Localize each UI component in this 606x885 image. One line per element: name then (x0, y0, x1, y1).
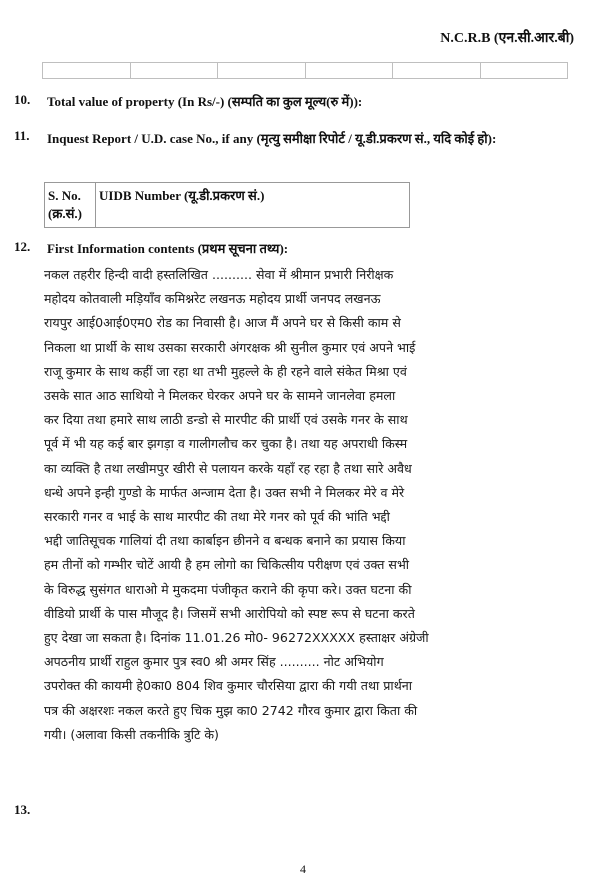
serial-number-label-hindi: (क्र.सं.) (48, 206, 82, 221)
section-number: 10. (14, 92, 31, 107)
table-cell (393, 63, 481, 79)
fir-text-line: अपठनीय प्रार्थी राहुल कुमार पुत्र स्व0 श्री अमर सिंह .......... नोट अभियोग (44, 654, 384, 670)
property-value-table (42, 62, 568, 79)
section-label: First Information contents (प्रथम सूचना तथ्य): (47, 241, 289, 256)
fir-text-line: नकल तहरीर हिन्दी वादी हस्तलिखित .......... सेवा में श्रीमान प्रभारी निरीक्षक (44, 267, 394, 282)
section-number: 12. (14, 239, 31, 254)
first-information-text (44, 263, 566, 747)
uidb-table (44, 182, 410, 228)
serial-number-label: S. No. (48, 188, 81, 203)
section-number: 11. (14, 128, 30, 143)
fir-text-line: उपरोक्त की कायमी हे0का0 804 शिव कुमार चौरसिया द्वारा की गयी तथा प्रार्थना (44, 678, 412, 694)
table-cell (218, 63, 306, 79)
section-label: Total value of property (In Rs/-) (सम्पति का कुल मूल्य(रु में)): (47, 94, 363, 109)
page-header-title: N.C.R.B (एन.सी.आर.बी) (440, 31, 574, 46)
fir-text-line: गयी। (अलावा किसी तकनीकि त्रुटि के) (44, 726, 219, 742)
fir-text-line: हुए देखा जा सकता है। दिनांक 11.01.26 मो0- 96272XXXXX हस्ताक्षर अंग्रेजी (44, 630, 429, 646)
table-cell (305, 63, 393, 79)
serial-number-header (45, 183, 96, 228)
fir-text-line: सरकारी गनर व भाई के साथ मारपीट की तथा मेरे गनर को पूर्व की भांति भद्दी (44, 509, 390, 525)
table-cell (43, 63, 131, 79)
section-label: Inquest Report / U.D. case No., if any (मृत्यु समीक्षा रिपोर्ट / यू.डी.प्रकरण सं., यदि कोई हो): (47, 131, 497, 146)
table-cell (130, 63, 218, 79)
fir-text-line: महोदय कोतवाली मड़ियाँव कमिश्नरेट लखनऊ महोदय प्रार्थी जनपद लखनऊ (44, 291, 381, 307)
fir-text-line: पूर्व में भी यह कई बार झगड़ा व गालीगलौच कर चुका है। तथा यह अपराधी किस्म (44, 436, 408, 452)
fir-text-line: हम तीनों को गम्भीर चोटें आयी है हम लोगो का चिकित्सीय परीक्षण एवं उक्त सभी (44, 557, 410, 573)
fir-text-line: रायपुर आई0आई0एम0 रोड का निवासी है। आज मैं अपने घर से किसी काम से (44, 315, 401, 331)
fir-text-line: पत्र की अक्षरशः नकल करते हुए चिक मुझ का0 2742 गौरव कुमार द्वारा किता की (44, 702, 418, 718)
table-cell (480, 63, 568, 79)
fir-text-line: का व्यक्ति है तथा लखीमपुर खीरी से पलायन करके यहाँ रह रहा है तथा सारे अवैध (44, 460, 412, 476)
page-number: 4 (300, 862, 306, 876)
fir-text-line: राजू कुमार के साथ कहीं जा रहा था तभी मुहल्ले के ही रहने वाले संकेत मिश्रा एवं (44, 363, 407, 379)
fir-text-line: निकला था प्रार्थी के साथ उसका सरकारी अंगरक्षक श्री सुनील कुमार एवं अपने भाई (44, 339, 416, 355)
section-number: 13. (14, 802, 31, 817)
uidb-number-header: UIDB Number (यू.डी.प्रकरण सं.) (96, 183, 410, 228)
fir-text-line: उसके सात आठ साथियो ने मिलकर घेरकर अपने घर के सामने जानलेवा हमला (44, 388, 396, 404)
fir-text-line: भद्दी जातिसूचक गालियां दी तथा कार्बाइन छीनने व बन्धक बनाने का प्रयास किया (44, 533, 406, 549)
fir-text-line: कर दिया तथा हमारे साथ लाठी डन्डो से मारपीट की प्रार्थी एवं उसके गनर के साथ (44, 412, 408, 428)
fir-text-line: धन्धे अपने इन्ही गुण्डो के मार्फत अन्जाम देता है। उक्त सभी ने मिलकर मेरे व मेरे (44, 484, 405, 500)
fir-text-line: वीडियो प्रार्थी के पास मौजूद है। जिसमें सभी आरोपियो को स्पष्ट रूप से घटना करते (44, 605, 415, 621)
fir-text-line: के विरुद्ध सुसंगत धाराओ मे मुकदमा पंजीकृत कराने की कृपा करे। उक्त घटना की (44, 581, 412, 597)
